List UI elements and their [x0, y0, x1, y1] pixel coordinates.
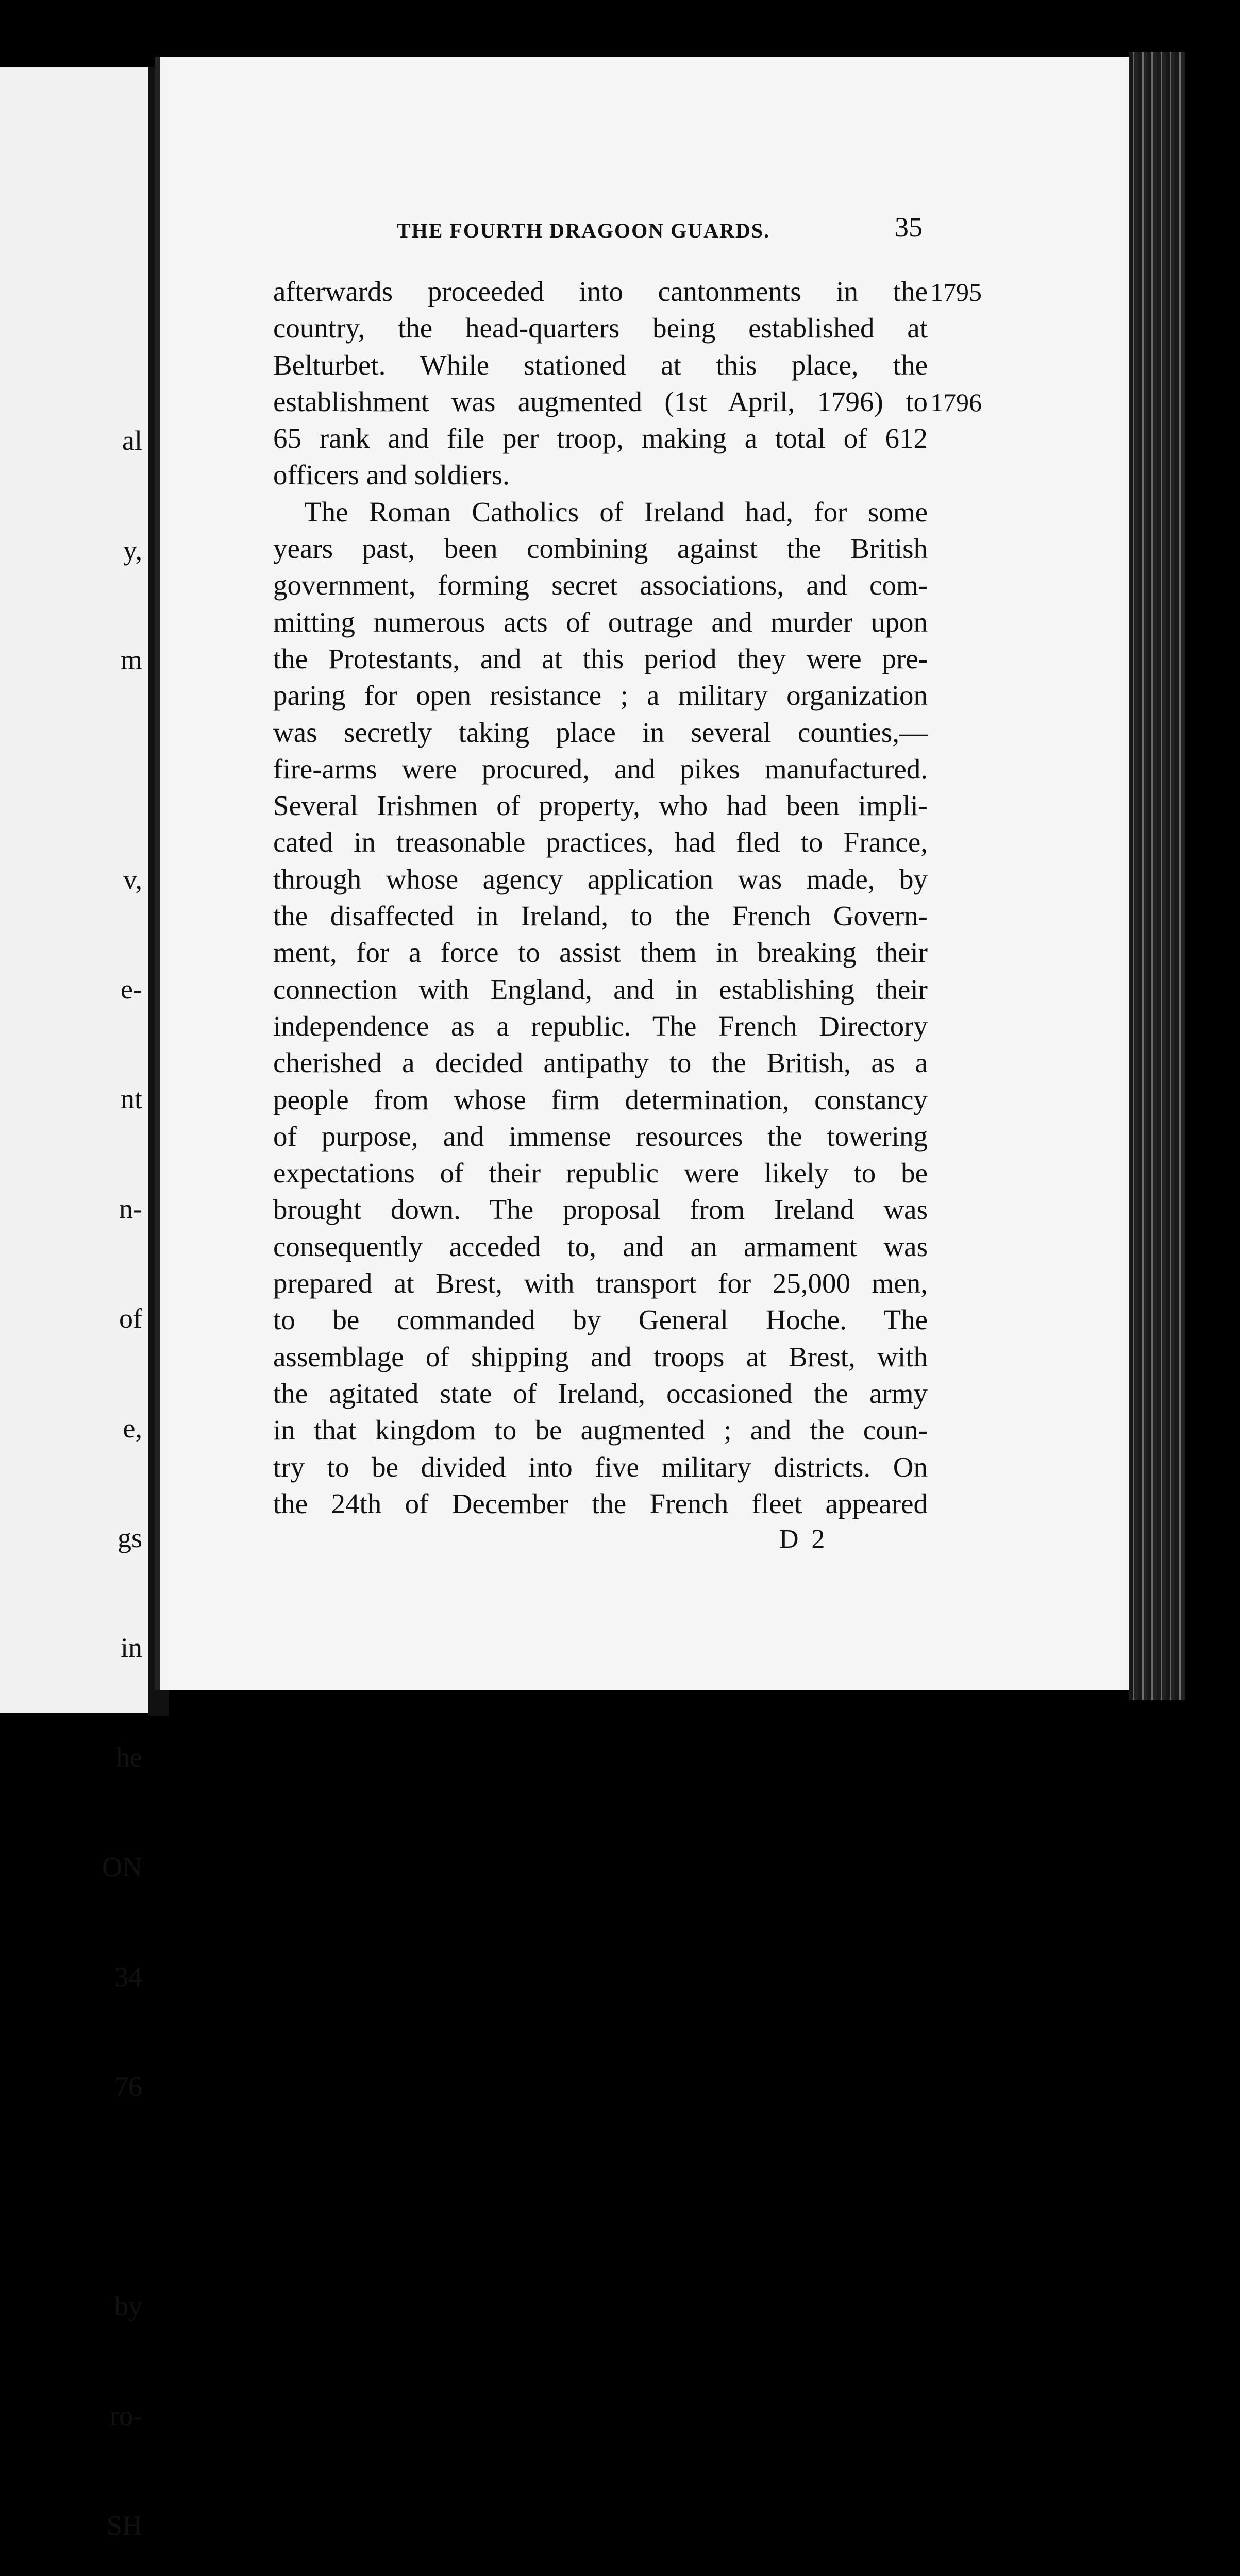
text-line: consequently acceded to, and an armament was: [273, 1230, 928, 1262]
text-line: to be commanded by General Hoche. The: [273, 1304, 928, 1336]
text-line: cated in treasonable practices, had fled to France,: [273, 826, 928, 858]
text-line: establishment was augmented (1st April, 1796) to: [273, 385, 928, 417]
signature-mark: D 2: [779, 1524, 828, 1554]
facing-fragment: gs: [117, 1522, 142, 1553]
margin-year: 1795: [930, 278, 982, 307]
text-line: people from whose firm determination, constancy: [273, 1083, 928, 1115]
text-line: assemblage of shipping and troops at Brest, with: [273, 1341, 928, 1372]
facing-fragment: 34: [114, 1961, 142, 1992]
text-line: of purpose, and immense resources the towering: [273, 1120, 928, 1152]
text-line: the Protestants, and at this period they were pre-: [273, 642, 928, 674]
facing-fragment: SH: [106, 2510, 142, 2541]
facing-fragment: ON: [102, 1852, 142, 1883]
text-line: years past, been combining against the British: [273, 533, 928, 565]
body-text: [273, 273, 928, 1522]
text-line: The Roman Catholics of Ireland had, for some: [304, 496, 928, 528]
text-line: the agitated state of Ireland, occasioned the army: [273, 1377, 928, 1409]
text-line: prepared at Brest, with transport for 25,000 men,: [273, 1267, 928, 1299]
facing-fragment: by: [114, 2291, 142, 2321]
text-line: country, the head-quarters being established at: [273, 312, 928, 344]
facing-fragment: y,: [123, 535, 142, 566]
text-line: was secretly taking place in several counties,—: [273, 716, 928, 748]
facing-fragment: al: [122, 425, 142, 456]
text-line: government, forming secret associations, and com-: [273, 569, 928, 601]
text-line: 65 rank and file per troop, making a total of 612: [273, 422, 928, 454]
text-line: in that kingdom to be augmented ; and the coun-: [273, 1414, 928, 1446]
facing-fragment: e-: [121, 974, 142, 1005]
text-line: the disaffected in Ireland, to the French Govern-: [273, 900, 928, 932]
text-line: brought down. The proposal from Ireland was: [273, 1194, 928, 1226]
facing-fragment: m: [120, 645, 142, 675]
text-line: paring for open resistance ; a military organization: [273, 680, 928, 711]
facing-fragment: [102, 2178, 142, 2215]
margin-year: 1796: [930, 388, 982, 417]
page-number: 35: [895, 212, 923, 243]
facing-fragment: v,: [123, 864, 142, 895]
facing-fragment: nt: [120, 1083, 142, 1114]
text-line: try to be divided into five military districts. On: [273, 1451, 928, 1483]
text-line: fire-arms were procured, and pikes manufactured.: [273, 753, 928, 785]
text-line: officers and soldiers.: [273, 459, 510, 491]
facing-fragment: ro-: [110, 2400, 142, 2431]
text-line: Belturbet. While stationed at this place, the: [273, 349, 928, 381]
text-line: cherished a decided antipathy to the British, as a: [273, 1047, 928, 1079]
facing-fragment: of: [119, 1303, 142, 1334]
facing-fragment: [102, 752, 142, 788]
facing-fragment: e,: [123, 1413, 142, 1444]
text-line: expectations of their republic were likely to be: [273, 1157, 928, 1189]
text-line: Several Irishmen of property, who had been impli-: [273, 790, 928, 822]
text-line: the 24th of December the French fleet appeared: [273, 1487, 928, 1519]
text-line: ment, for a force to assist them in breaking their: [273, 937, 928, 969]
text-line: afterwards proceeded into cantonments in the: [273, 276, 928, 307]
running-title: THE FOURTH DRAGOON GUARDS.: [397, 219, 770, 242]
text-line: independence as a republic. The French Directory: [273, 1010, 928, 1042]
facing-fragment: in: [120, 1632, 142, 1663]
facing-page-text: [102, 349, 142, 2576]
facing-page: [0, 67, 148, 2541]
text-line: connection with England, and in establishing their: [273, 973, 928, 1005]
text-line: through whose agency application was made, by: [273, 863, 928, 895]
facing-fragment: he: [116, 1742, 142, 1773]
facing-fragment: n-: [119, 1193, 142, 1224]
page-edges: [1129, 52, 1185, 1700]
page-header: [397, 212, 923, 247]
facing-fragment: 76: [114, 2071, 142, 2102]
text-line: mitting numerous acts of outrage and murder upon: [273, 606, 928, 638]
